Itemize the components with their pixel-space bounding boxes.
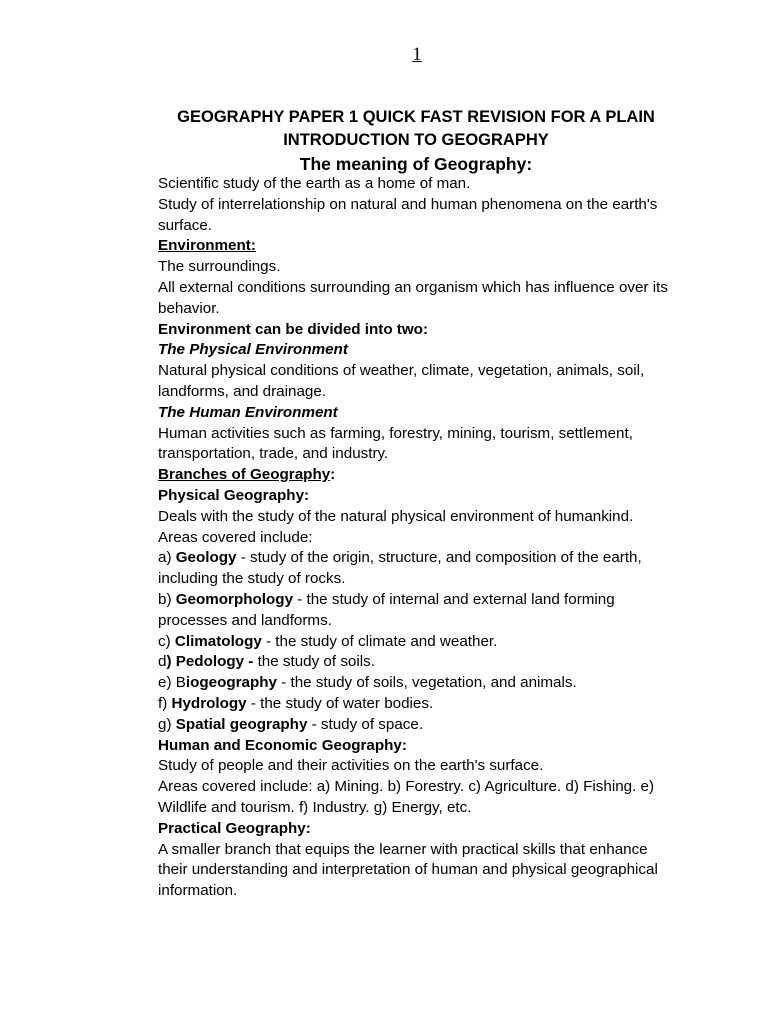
physical-geography-text: Deals with the study of the natural physical environment of humankind.	[158, 507, 634, 525]
branches-heading-text: Branches of Geography	[158, 466, 331, 484]
branches-heading-colon: :	[330, 466, 336, 484]
human-geography-text: Study of people and their activities on the earth's surface.	[158, 757, 544, 775]
human-geography-heading: Human and Economic Geography:	[158, 736, 407, 754]
list-item-prefix: e) B	[158, 674, 186, 692]
human-environment-heading: The Human Environment	[158, 403, 338, 421]
branches-heading	[158, 465, 678, 486]
list-item-term: Spatial geography	[175, 715, 308, 733]
list-item	[158, 548, 678, 590]
list-item-description: the study of soils.	[253, 653, 375, 671]
page-number: 1	[412, 44, 422, 65]
list-item-term: Hydrology	[171, 694, 247, 712]
document-title-line-2: INTRODUCTION TO GEOGRAPHY	[283, 131, 549, 149]
environment-definition-2: All external conditions surrounding an organism which has influence over its behavior.	[158, 278, 668, 317]
list-item	[158, 673, 678, 694]
environment-heading-text: Environment:	[158, 237, 256, 255]
practical-geography-text: A smaller branch that equips the learner with practical skills that enhance their understanding and interpretation of human and physical geographical information.	[158, 840, 658, 900]
practical-geography-heading: Practical Geography:	[158, 819, 311, 837]
list-item	[158, 694, 678, 715]
physical-geography-areas-intro: Areas covered include:	[158, 528, 313, 546]
list-item-description: - study of the origin, structure, and composition of the earth, including the study of rocks.	[158, 549, 642, 588]
list-item	[158, 652, 678, 673]
human-geography-areas: Areas covered include: a) Mining. b) Forestry. c) Agriculture. d) Fishing. e) Wildlife and tourism. f) Industry. g) Energy, etc.	[158, 778, 655, 816]
document-title-line-1: GEOGRAPHY PAPER 1 QUICK FAST REVISION FOR A PLAIN	[177, 108, 655, 126]
list-item-prefix: d	[158, 653, 167, 671]
list-item-prefix: b)	[158, 590, 176, 608]
human-environment-text: Human activities such as farming, forestry, mining, tourism, settlement, transportation, trade, and industry.	[158, 424, 633, 463]
list-item-term: Climatology	[174, 632, 262, 650]
list-item-term: ) Pedology -	[166, 653, 254, 671]
list-item	[158, 590, 678, 632]
list-item-prefix: g)	[158, 715, 176, 733]
list-item-prefix: c)	[158, 632, 175, 650]
environment-definition-1: The surroundings.	[158, 258, 281, 276]
list-item	[158, 632, 678, 653]
meaning-definition-2: Study of interrelationship on natural and human phenomena on the earth's surface.	[158, 195, 658, 234]
document-body	[158, 174, 678, 902]
list-item-description: - the study of soils, vegetation, and animals.	[277, 674, 577, 692]
list-item-prefix: a)	[158, 549, 176, 567]
list-item-description: - study of space.	[307, 715, 424, 733]
environment-divided-heading: Environment can be divided into two:	[158, 320, 429, 338]
list-item-description: - the study of climate and weather.	[261, 632, 498, 650]
meaning-definition-1: Scientific study of the earth as a home of man.	[158, 175, 471, 192]
physical-geography-heading: Physical Geography:	[158, 486, 310, 504]
list-item-term: iogeography	[185, 674, 277, 692]
title-block	[150, 106, 682, 176]
list-item-description: - the study of water bodies.	[246, 694, 434, 712]
list-item	[158, 715, 678, 736]
environment-heading	[158, 236, 678, 257]
section-title-meaning: The meaning of Geography:	[299, 154, 533, 174]
physical-environment-heading: The Physical Environment	[158, 341, 348, 359]
list-item-term: Geology	[175, 549, 237, 567]
list-item-description: - the study of internal and external land forming processes and landforms.	[158, 590, 615, 629]
physical-environment-text: Natural physical conditions of weather, climate, vegetation, animals, soil, landforms, and drainage.	[158, 362, 645, 400]
list-item-prefix: f)	[158, 694, 172, 712]
list-item-term: Geomorphology	[175, 590, 294, 608]
